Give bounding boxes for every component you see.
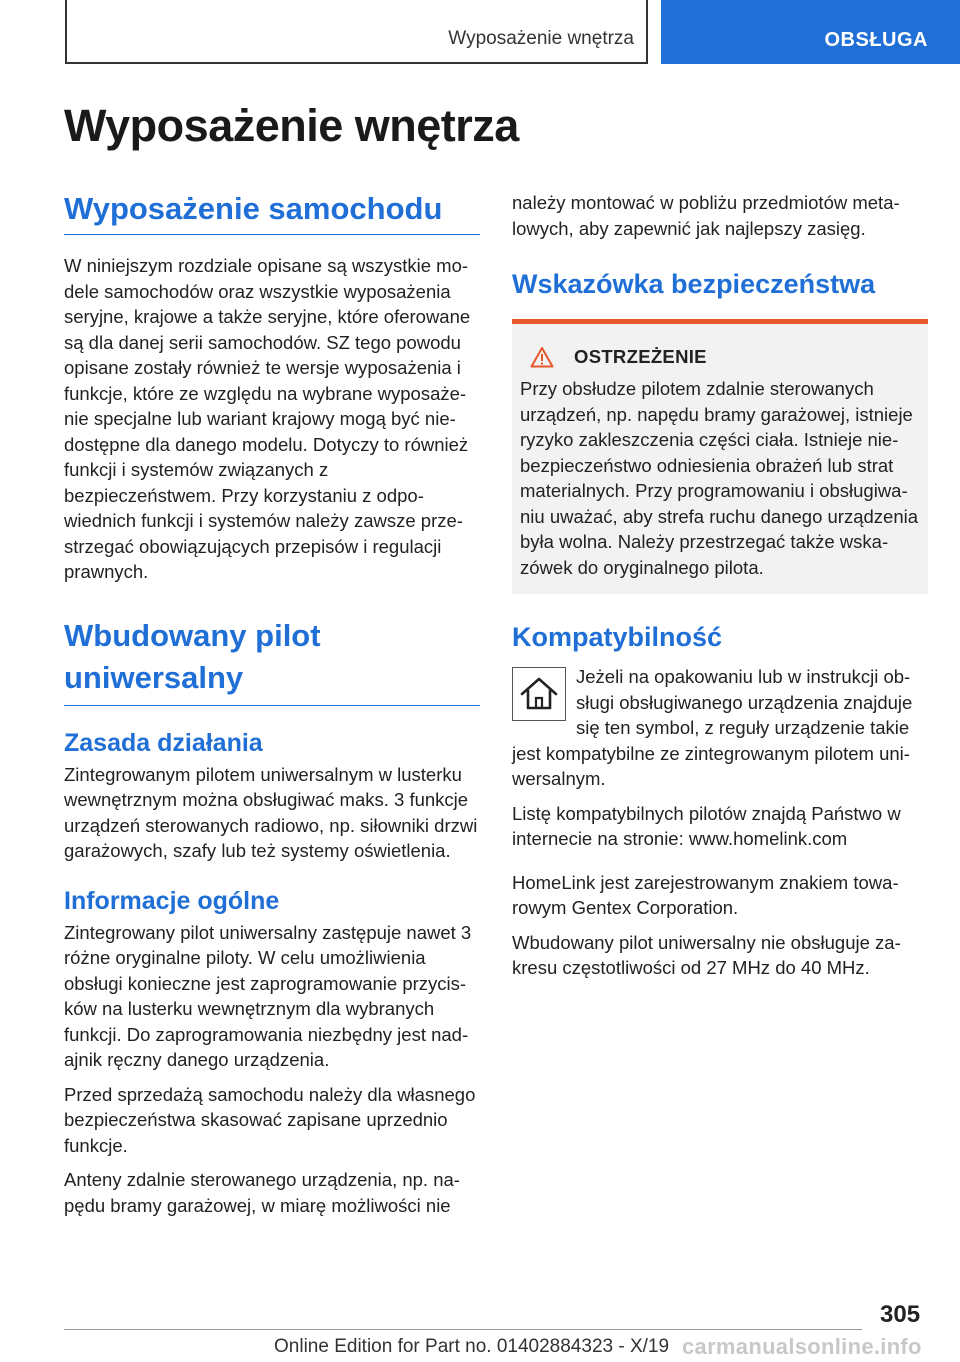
paragraph-principle: Zintegrowanym pilotem uniwersalnym w lusterku wewnętrznym można obsługiwać maks. 3 funkcje urządzeń sterowanych radiowo, np. siłowniki drzwi garażowych, szafy lub też systemy oświetlenia. [64,763,478,861]
left-column [64,190,480,1227]
page-number: 305 [880,1301,921,1328]
header-chapter-tab [661,0,960,64]
header-section-title: Wyposażenie wnętrza [448,28,634,49]
heading-safety-note: Wskazówka bezpieczeństwa [512,269,876,299]
heading-principle: Zasada działania [64,728,263,757]
warning-triangle-icon [530,346,554,368]
homelink-house-icon [512,667,566,721]
paragraph-compatibility-2: Listę kompatybilnych pilotów znajdą Państwo w internecie na stronie: www.homelink.com [512,802,901,849]
footer-divider [64,1329,862,1330]
paragraph-compatibility-1: Jeżeli na opakowaniu lub w instrukcji obsługi obsługiwanego urządzenia znajduje się ten symbol, z reguły urządzenie takie jest kompatybilne ze zintegrowanym pilotem uniwersalnym. [512,666,913,789]
header-chapter-title: OBSŁUGA [824,29,928,51]
warning-box [512,319,928,594]
right-column [512,190,928,990]
heading-universal-remote: Wbudowany pilot uniwersalny [64,615,480,706]
warning-header [530,346,920,368]
heading-compatibility: Kompatybilność [512,622,723,652]
header-section-tab [65,0,648,64]
paragraph-general-info-3: Anteny zdalnie sterowanego urządzenia, np. napędu bramy garażowej, w miarę możliwości nie [64,1169,460,1216]
compatibility-section [512,664,928,981]
warning-title: OSTRZEŻENIE [574,346,707,367]
paragraph-compatibility-3: HomeLink jest zarejestrowanym znakiem towarowym Gentex Corporation. [512,871,899,918]
paragraph-car-equipment: W niniejszym rozdziale opisane są wszystkie modele samochodów oraz wszystkie wyposażenia seryjne, krajowe a także seryjne, które oferowane są dla danej serii samochodów. SZ tego powodu opisane zostały również te wersje wyposażenia i funkcje, które ze względu na wybrane wyposażenie specjalne lub wariant krajowy mogą być niedostępne dla danego modelu. Dotyczy to również funkcji i systemów związanych z bezpieczeństwem. Przy korzystaniu z odpowiednich funkcji i systemów należy zawsze przestrzegać obowiązujących przepisów i regulacji prawnych. [64,255,471,582]
paragraph-general-info-2: Przed sprzedażą samochodu należy dla własnego bezpieczeństwa skasować zapisane uprzednio funkcje. [64,1083,476,1156]
page-title: Wyposażenie wnętrza [64,100,519,151]
warning-text: Przy obsłudze pilotem zdalnie sterowanych urządzeń, np. napędu bramy garażowej, istnieje ryzyko zakleszczenia części ciała. Istnieje niebezpieczeństwo odniesienia obrażeń lub strat materialnych. Przy programowaniu i obsługiwaniu uważać, aby strefa ruchu danego urządzenia była wolna. Należy przestrzegać także wskazówek do oryginalnego pilota. [520,378,919,578]
footer-watermark: carmanualsonline.info [682,1334,922,1359]
paragraph-general-info-1: Zintegrowany pilot uniwersalny zastępuje nawet 3 różne oryginalne piloty. W celu umożliwienia obsługi konieczne jest zaprogramowanie przycisków na lusterku wewnętrznym dla wybranych funkcji. Do zaprogramowania niezbędny jest nadajnik ręczny danego urządzenia. [64,921,472,1070]
heading-general-info: Informacje ogólne [64,886,280,915]
paragraph-compatibility-4: Wbudowany pilot uniwersalny nie obsługuje zakresu częstotliwości od 27 MHz do 40 MHz. [512,931,901,978]
heading-car-equipment: Wyposażenie samochodu [64,190,480,235]
paragraph-antenna-continued: należy montować w pobliżu przedmiotów metalowych, aby zapewnić jak najlepszy zasięg. [512,192,900,239]
footer-edition-text: Online Edition for Part no. 01402884323 - X/19 [274,1336,670,1357]
